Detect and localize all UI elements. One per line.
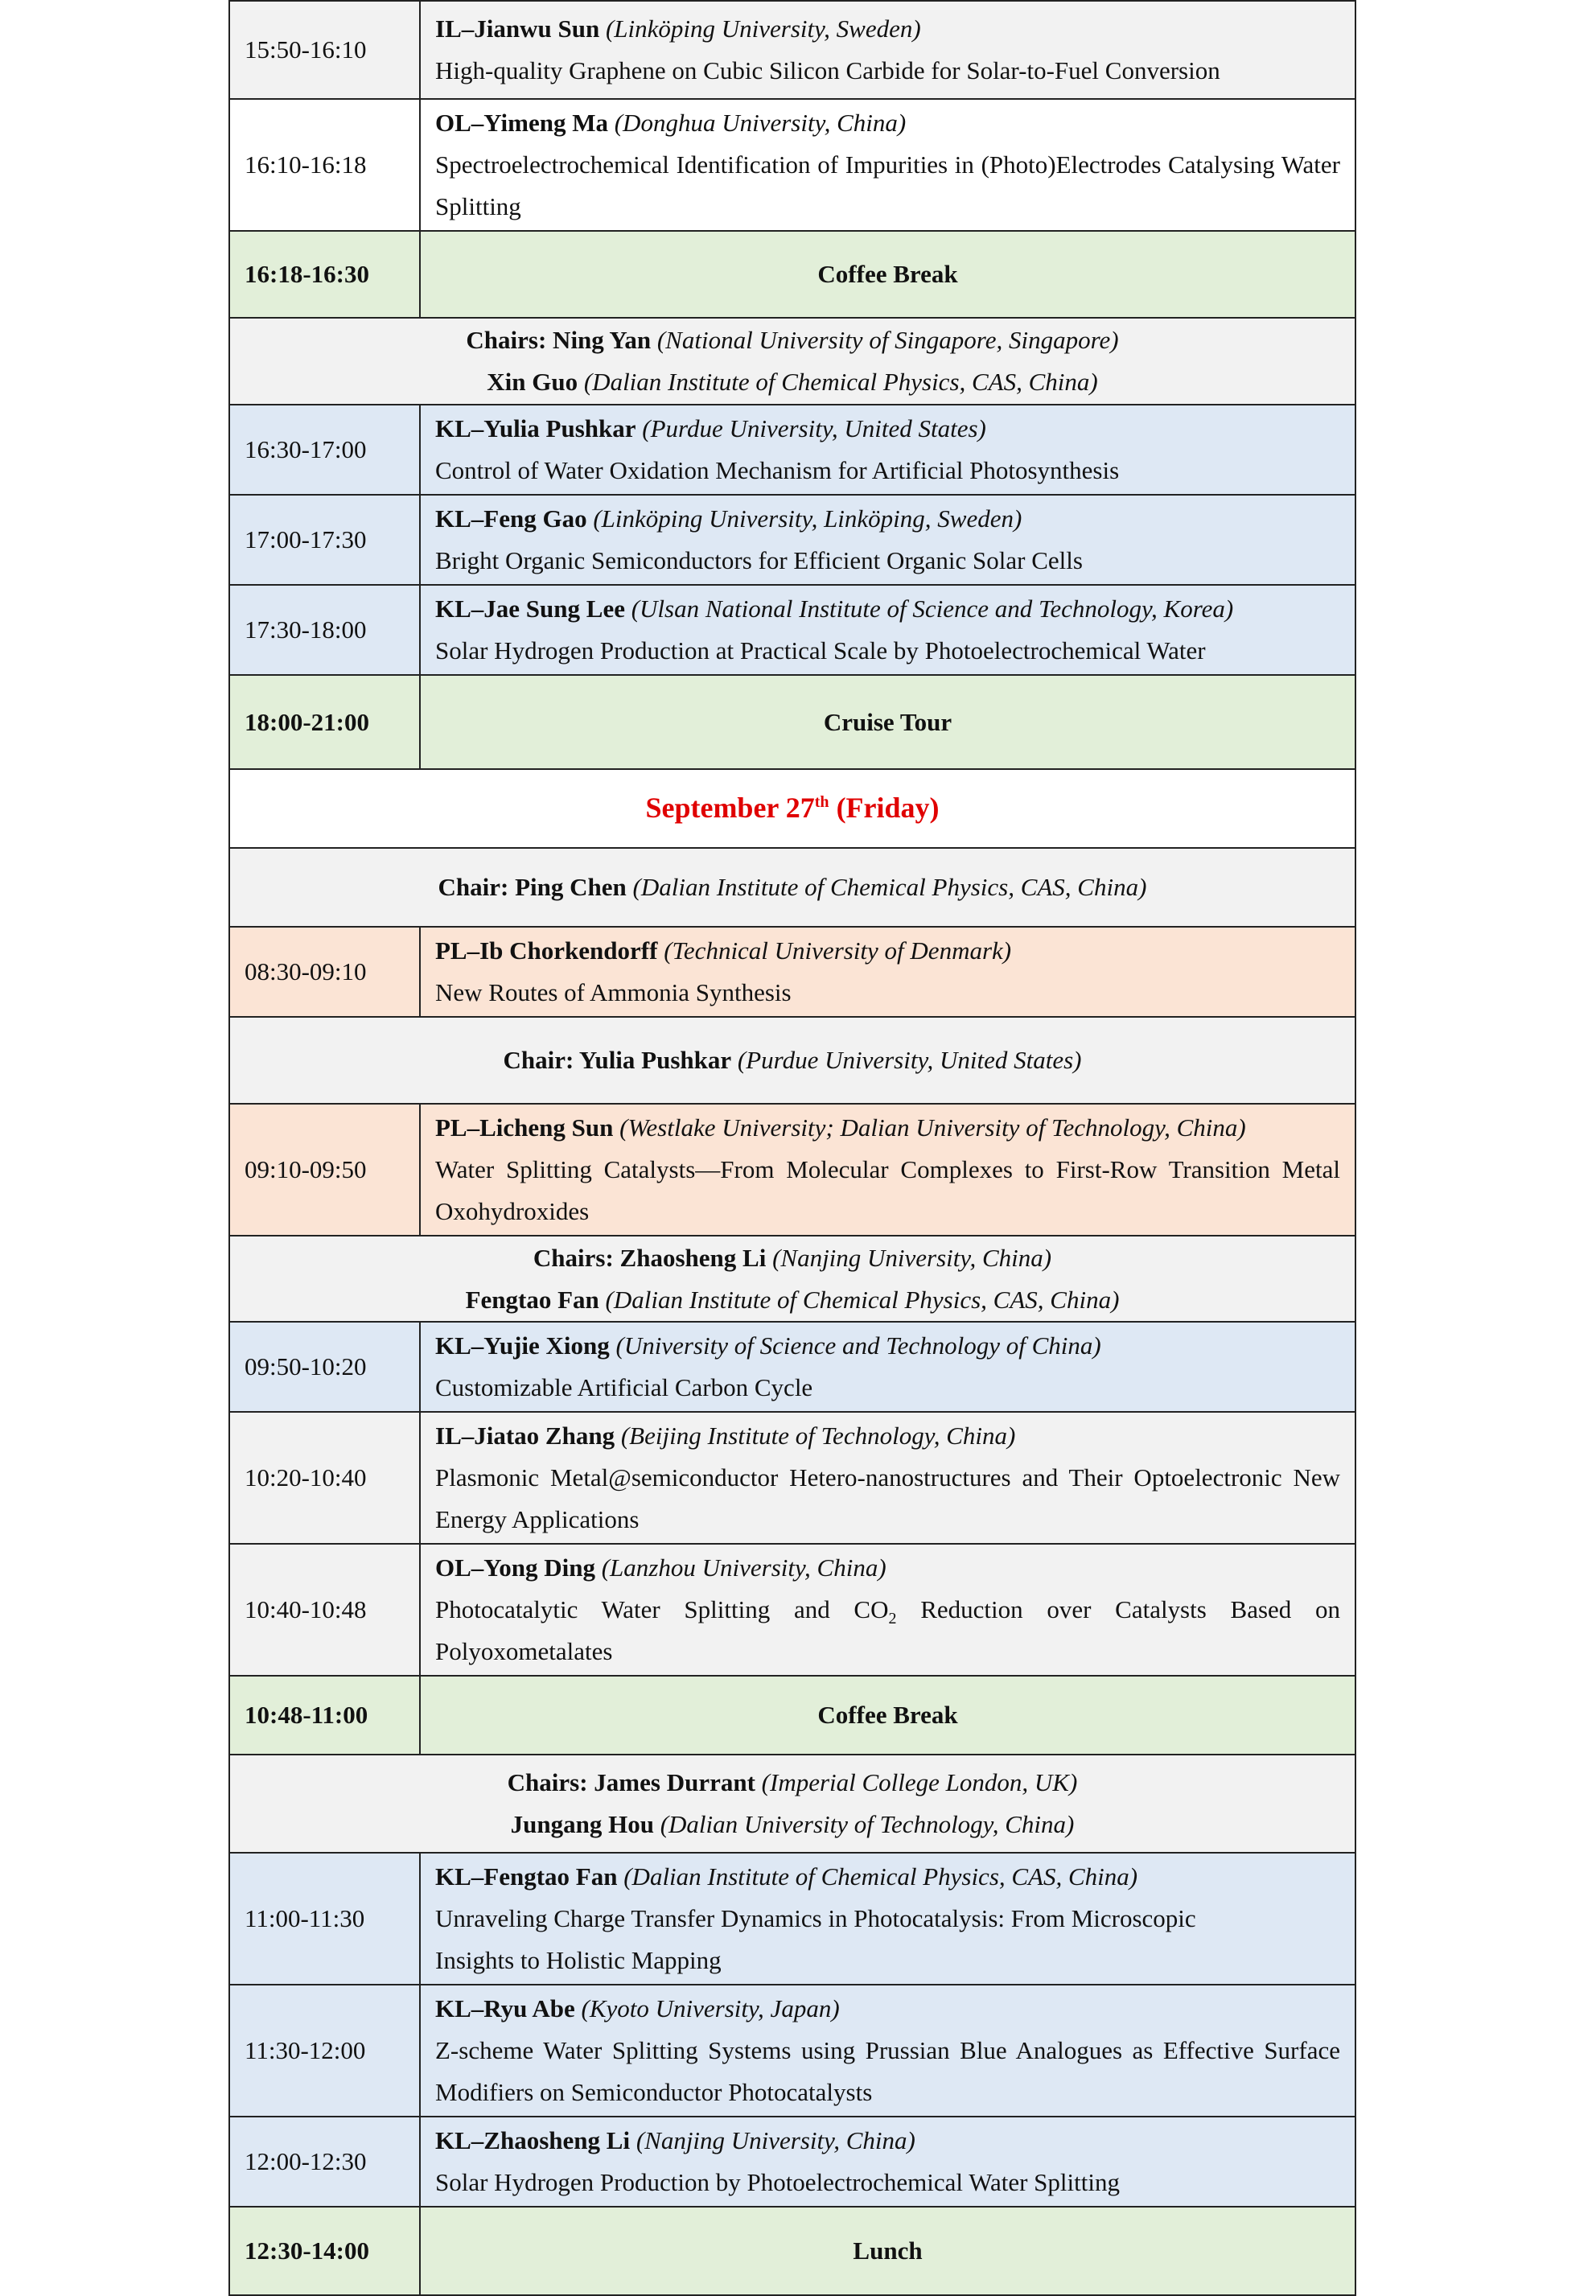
- day-header: [229, 769, 1355, 848]
- talk-title: Control of Water Oxidation Mechanism for Artificial Photosynthesis: [435, 456, 1120, 484]
- speaker-name: OL–Yong Ding: [435, 1553, 595, 1582]
- session-row: [229, 1853, 1355, 1985]
- chair-affiliation: (Purdue University, United States): [737, 1046, 1082, 1074]
- break-row: [229, 2207, 1355, 2295]
- talk-cell: [420, 99, 1355, 231]
- speaker-name: KL–Zhaosheng Li: [435, 2126, 631, 2154]
- speaker-name: PL–Licheng Sun: [435, 1113, 614, 1142]
- time-cell: 16:30-17:00: [229, 405, 420, 495]
- session-row: [229, 1, 1355, 99]
- time-cell: 08:30-09:10: [229, 927, 420, 1017]
- speaker-name: KL–Feng Gao: [435, 504, 587, 533]
- chair-name: Xin Guo: [487, 368, 578, 396]
- time-cell: 18:00-21:00: [229, 675, 420, 769]
- talk-cell: [420, 405, 1355, 495]
- talk-cell: [420, 1104, 1355, 1236]
- time-cell: 09:50-10:20: [229, 1322, 420, 1412]
- time-cell: 12:30-14:00: [229, 2207, 420, 2295]
- speaker-affiliation: (Linköping University, Sweden): [605, 14, 921, 43]
- event-label: Coffee Break: [420, 1676, 1355, 1755]
- time-cell: 15:50-16:10: [229, 1, 420, 99]
- talk-cell: [420, 1544, 1355, 1676]
- time-cell: 17:30-18:00: [229, 585, 420, 675]
- speaker-affiliation: (University of Science and Technology of China): [615, 1331, 1101, 1360]
- chairs-cell: [229, 318, 1355, 405]
- chair-label: Chair: Yulia Pushkar: [503, 1046, 732, 1074]
- speaker-affiliation: (Donghua University, China): [614, 109, 907, 137]
- chair-name: Jungang Hou: [510, 1810, 654, 1838]
- speaker-affiliation: (Technical University of Denmark): [664, 936, 1012, 965]
- time-cell: 12:00-12:30: [229, 2117, 420, 2207]
- chair-label: Chairs: Zhaosheng Li: [533, 1243, 767, 1272]
- day-date-suffix: th: [814, 793, 829, 811]
- chair-row: [229, 1017, 1355, 1104]
- speaker-affiliation: (Beijing Institute of Technology, China): [620, 1422, 1016, 1450]
- chair-affiliation: (National University of Singapore, Singapore): [656, 326, 1119, 354]
- day-weekday: (Friday): [829, 792, 940, 824]
- talk-cell: [420, 1985, 1355, 2117]
- time-cell: 10:20-10:40: [229, 1412, 420, 1544]
- speaker-affiliation: (Dalian Institute of Chemical Physics, CAS, China): [623, 1862, 1138, 1891]
- event-label: Cruise Tour: [420, 675, 1355, 769]
- chairs-cell: [229, 848, 1355, 927]
- talk-title-subscript: 2: [888, 1610, 897, 1628]
- speaker-affiliation: (Nanjing University, China): [636, 2126, 915, 2154]
- speaker-affiliation: (Lanzhou University, China): [601, 1553, 886, 1582]
- session-row: [229, 585, 1355, 675]
- talk-cell: [420, 585, 1355, 675]
- chair-affiliation: (Dalian Institute of Chemical Physics, CAS, China): [605, 1285, 1120, 1314]
- speaker-affiliation: (Westlake University; Dalian University of Technology, China): [619, 1113, 1246, 1142]
- time-cell: 10:48-11:00: [229, 1676, 420, 1755]
- time-cell: 10:40-10:48: [229, 1544, 420, 1676]
- event-label: Lunch: [420, 2207, 1355, 2295]
- talk-title-part: Reduction over Catalysts Based on Polyoxometalates: [435, 1595, 1340, 1665]
- schedule-table: [228, 0, 1356, 2296]
- speaker-name: KL–Jae Sung Lee: [435, 595, 625, 623]
- session-row: [229, 405, 1355, 495]
- chair-label: Chair: Ping Chen: [438, 873, 627, 901]
- time-cell: 16:18-16:30: [229, 231, 420, 318]
- session-row: [229, 495, 1355, 585]
- talk-title: Solar Hydrogen Production at Practical Scale by Photoelectrochemical Water: [435, 636, 1206, 665]
- session-row: [229, 2117, 1355, 2207]
- session-row: [229, 1985, 1355, 2117]
- talk-title: Water Splitting Catalysts—From Molecular Complexes to First-Row Transition Metal Oxohydroxides: [435, 1155, 1340, 1225]
- speaker-name: IL–Jianwu Sun: [435, 14, 600, 43]
- talk-title: Unraveling Charge Transfer Dynamics in Photocatalysis: From Microscopic: [435, 1904, 1196, 1932]
- talk-cell: [420, 1, 1355, 99]
- talk-title: New Routes of Ammonia Synthesis: [435, 978, 792, 1006]
- day-date: September 27: [645, 792, 815, 824]
- time-cell: 11:00-11:30: [229, 1853, 420, 1985]
- speaker-name: PL–Ib Chorkendorff: [435, 936, 658, 965]
- chairs-cell: [229, 1017, 1355, 1104]
- speaker-affiliation: (Purdue University, United States): [642, 414, 986, 442]
- chair-affiliation: (Dalian Institute of Chemical Physics, CAS, China): [632, 873, 1147, 901]
- speaker-affiliation: (Linköping University, Linköping, Sweden): [593, 504, 1022, 533]
- time-cell: 11:30-12:00: [229, 1985, 420, 2117]
- time-cell: 16:10-16:18: [229, 99, 420, 231]
- talk-title: Plasmonic Metal@semiconductor Hetero-nanostructures and Their Optoelectronic New Energy Applications: [435, 1463, 1340, 1533]
- session-row: [229, 1322, 1355, 1412]
- talk-title-part: Photocatalytic Water Splitting and CO: [435, 1595, 889, 1623]
- talk-cell: [420, 2117, 1355, 2207]
- speaker-name: OL–Yimeng Ma: [435, 109, 608, 137]
- day-title: [645, 792, 939, 824]
- break-row: [229, 675, 1355, 769]
- time-cell: 17:00-17:30: [229, 495, 420, 585]
- chair-name: Fengtao Fan: [465, 1285, 599, 1314]
- talk-title: Bright Organic Semiconductors for Efficient Organic Solar Cells: [435, 546, 1083, 574]
- talk-title: High-quality Graphene on Cubic Silicon Carbide for Solar-to-Fuel Conversion: [435, 56, 1220, 84]
- chair-affiliation: (Nanjing University, China): [772, 1243, 1052, 1272]
- talk-title: Spectroelectrochemical Identification of Impurities in (Photo)Electrodes Catalysing Water Splitting: [435, 150, 1340, 220]
- session-row: [229, 99, 1355, 231]
- talk-cell: [420, 1853, 1355, 1985]
- talk-cell: [420, 495, 1355, 585]
- break-row: [229, 231, 1355, 318]
- speaker-name: KL–Yujie Xiong: [435, 1331, 610, 1360]
- talk-cell: [420, 927, 1355, 1017]
- talk-cell: [420, 1412, 1355, 1544]
- break-row: [229, 1676, 1355, 1755]
- talk-title: Customizable Artificial Carbon Cycle: [435, 1373, 813, 1401]
- event-label: Coffee Break: [420, 231, 1355, 318]
- speaker-name: IL–Jiatao Zhang: [435, 1422, 615, 1450]
- talk-title-continued: Insights to Holistic Mapping: [435, 1946, 722, 1974]
- session-row: [229, 927, 1355, 1017]
- talk-title: [435, 1589, 1340, 1673]
- speaker-name: KL–Fengtao Fan: [435, 1862, 618, 1891]
- time-cell: 09:10-09:50: [229, 1104, 420, 1236]
- chair-row: [229, 1236, 1355, 1322]
- chairs-cell: [229, 1755, 1355, 1853]
- chair-row: [229, 318, 1355, 405]
- chair-affiliation: (Dalian Institute of Chemical Physics, CAS, China): [583, 368, 1098, 396]
- session-row: [229, 1412, 1355, 1544]
- talk-cell: [420, 1322, 1355, 1412]
- chair-row: [229, 848, 1355, 927]
- session-row: [229, 1104, 1355, 1236]
- chair-row: [229, 1755, 1355, 1853]
- chairs-cell: [229, 1236, 1355, 1322]
- chair-label: Chairs: James Durrant: [507, 1768, 755, 1796]
- chair-affiliation: (Imperial College London, UK): [761, 1768, 1078, 1796]
- speaker-affiliation: (Kyoto University, Japan): [581, 1994, 840, 2022]
- speaker-name: KL–Ryu Abe: [435, 1994, 575, 2022]
- session-row: [229, 1544, 1355, 1676]
- chair-label: Chairs: Ning Yan: [466, 326, 652, 354]
- day-header-row: [229, 769, 1355, 848]
- talk-title: Z-scheme Water Splitting Systems using Prussian Blue Analogues as Effective Surface Modifiers on Semiconductor Photocatalysts: [435, 2036, 1340, 2106]
- chair-affiliation: (Dalian University of Technology, China): [660, 1810, 1075, 1838]
- speaker-affiliation: (Ulsan National Institute of Science and Technology, Korea): [631, 595, 1234, 623]
- talk-title: Solar Hydrogen Production by Photoelectrochemical Water Splitting: [435, 2168, 1120, 2196]
- speaker-name: KL–Yulia Pushkar: [435, 414, 636, 442]
